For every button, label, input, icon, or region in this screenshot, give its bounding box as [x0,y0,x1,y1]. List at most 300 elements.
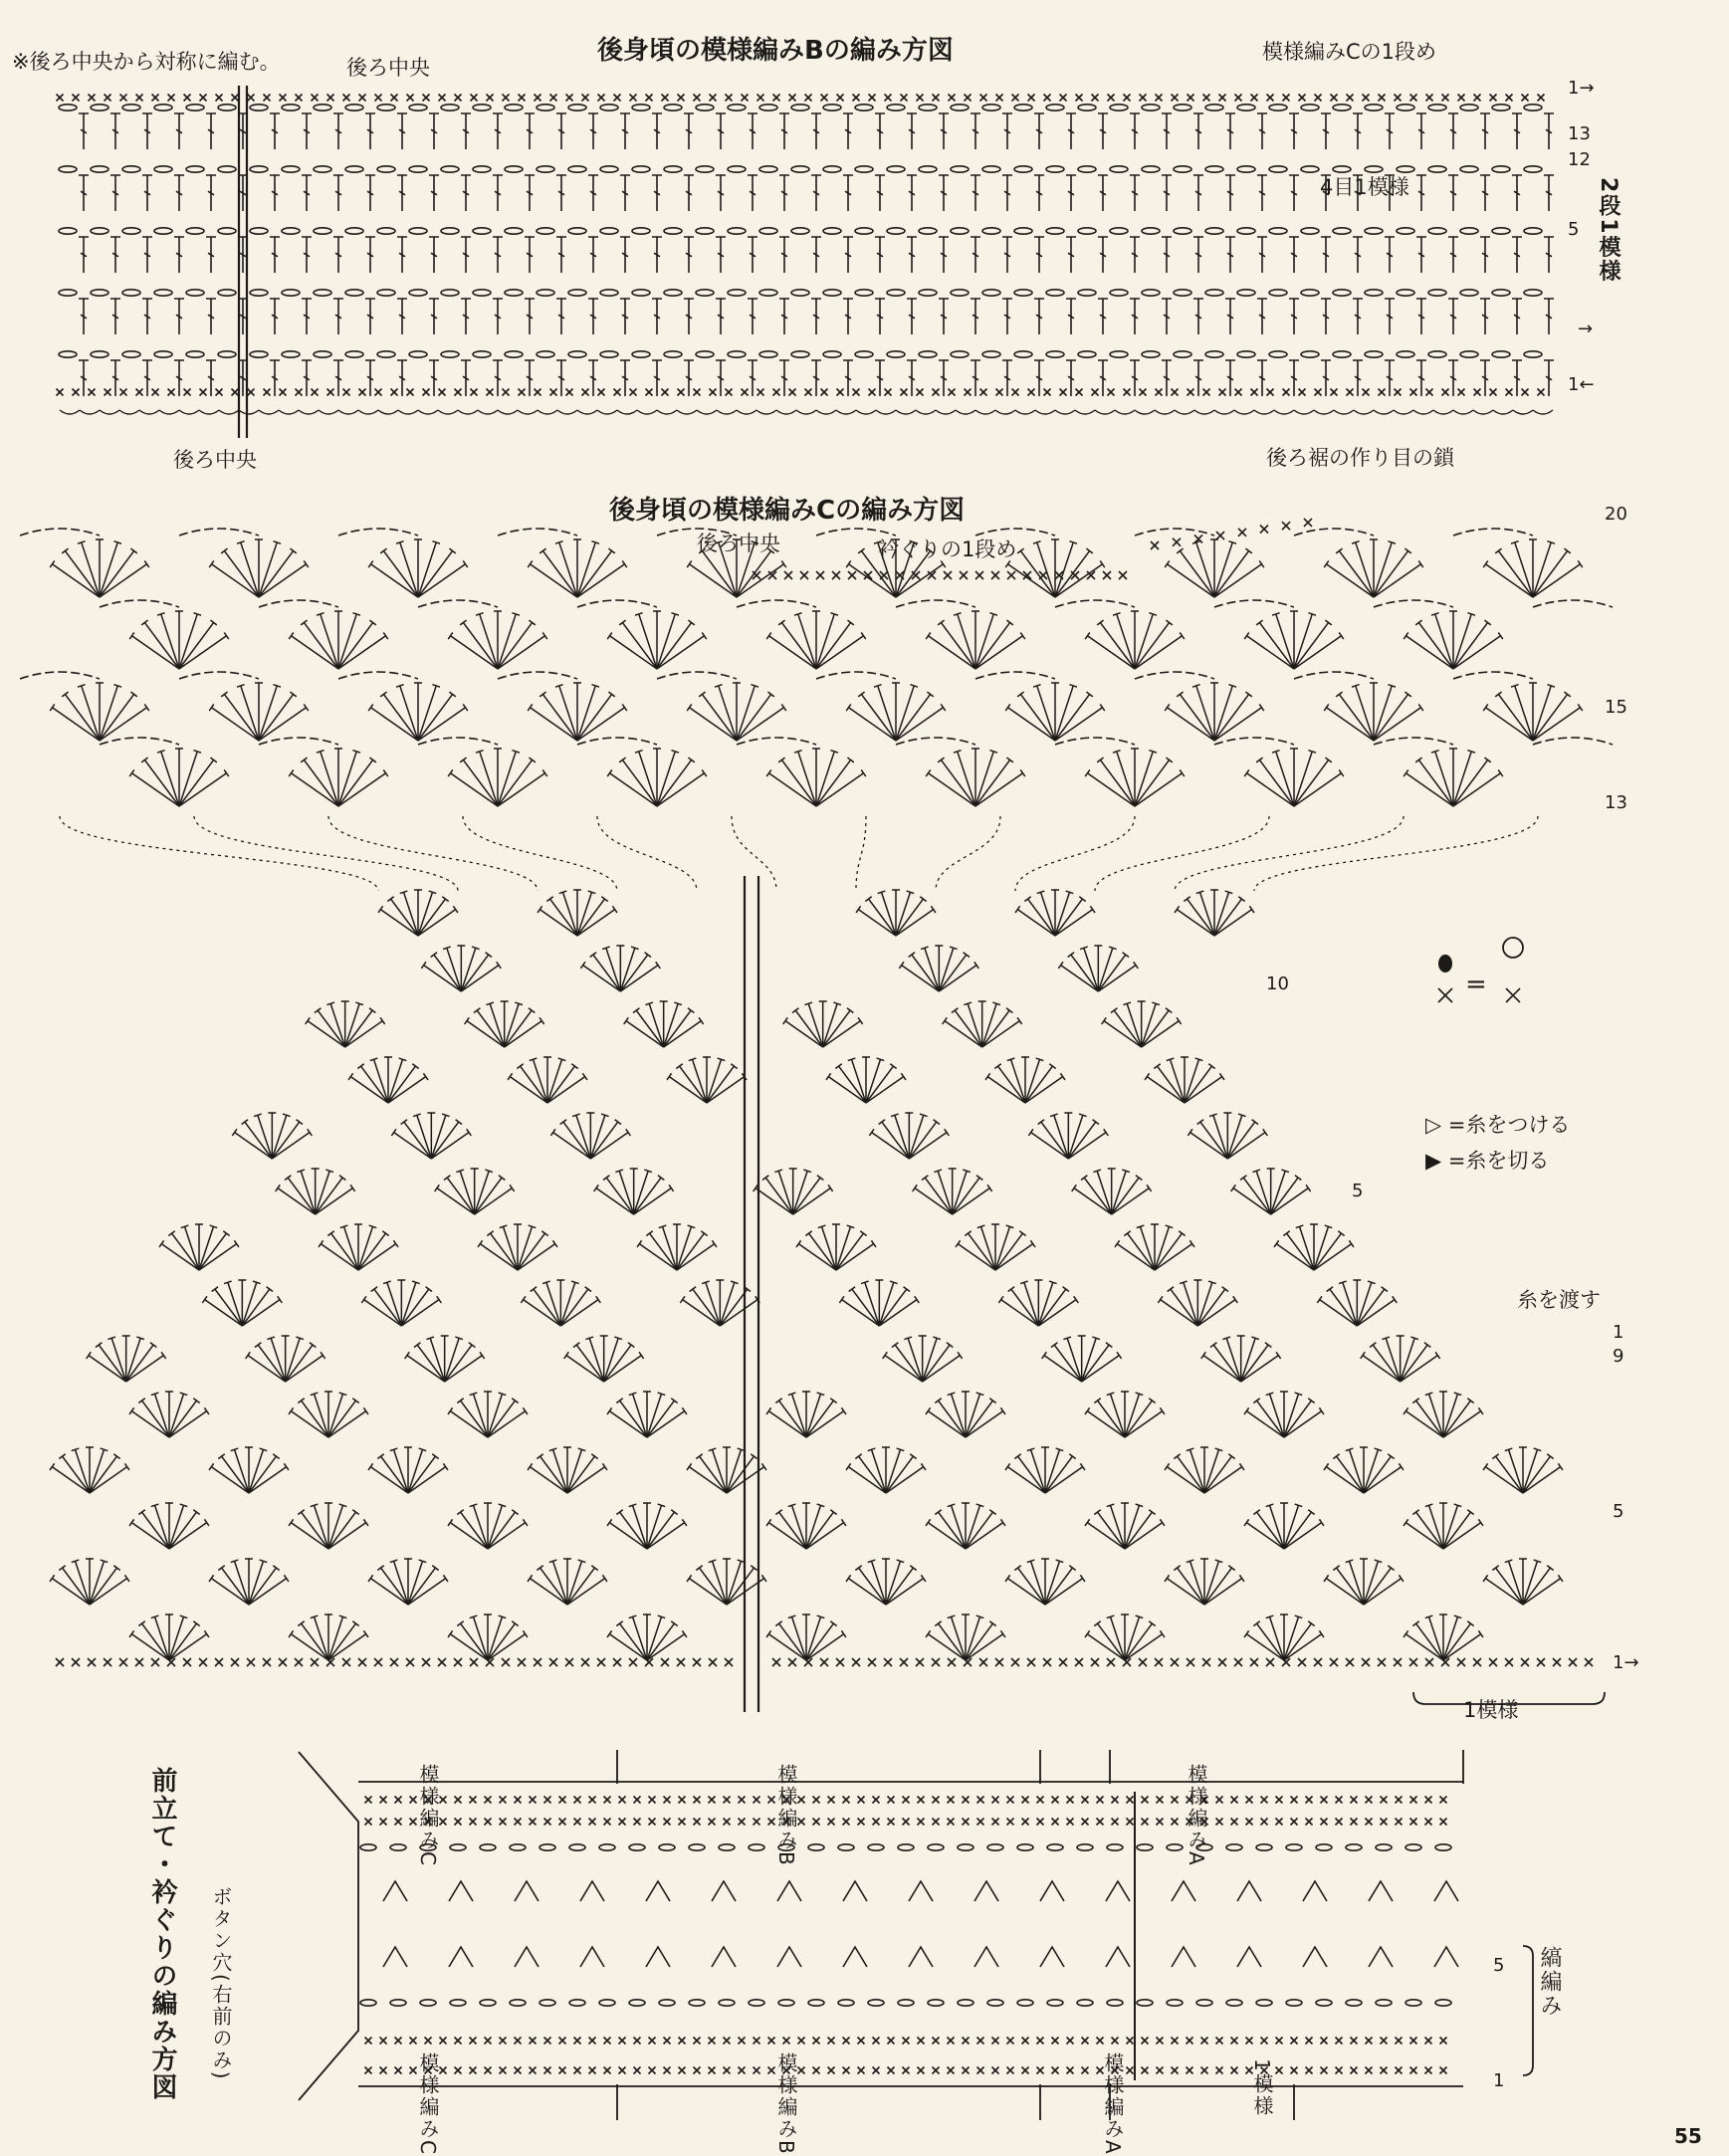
single-crochet-symbol [1187,2038,1193,2045]
fan-stitch-symbol [577,542,595,597]
single-crochet-symbol [1067,2067,1074,2074]
fan-stitch-top [209,1463,214,1470]
double-crochet-symbol [1512,299,1522,334]
fan-stitch-symbol [577,910,615,936]
chain-symbol [390,2000,406,2006]
fan-stitch-top [754,1185,758,1191]
fan-stitch-top [457,1510,463,1515]
fan-stitch-symbol [169,1505,183,1549]
fan-stitch-symbol [301,1171,315,1214]
chain-symbol [1460,351,1478,357]
single-crochet-symbol [582,95,589,102]
double-crochet-symbol [748,113,757,149]
fan-stitch-top [542,632,547,639]
fan-stitch-top [368,560,373,567]
fan-stitch-top [290,692,296,697]
chain-symbol [345,228,363,234]
fan-stitch-top [1160,1519,1165,1526]
fan-stitch-symbol [1190,1133,1228,1159]
fan-stitch-symbol [542,550,577,597]
fan-stitch-symbol [169,1623,196,1660]
fan-stitch-symbol [1515,542,1533,597]
double-crochet-symbol [1544,175,1554,211]
fan-stitch-symbol [418,694,453,741]
chain-symbol [1142,166,1160,172]
chain-symbol [473,228,491,234]
single-crochet-symbol [996,389,1003,396]
fan-stitch-symbol [52,708,100,741]
fan-stitch-top [1399,1463,1404,1470]
fan-stitch-symbol [1416,1512,1443,1549]
single-crochet-symbol [710,389,717,396]
foundation-chain-label: 後ろ裾の作り目の鎖 [1266,446,1454,470]
chain-symbol [59,166,77,172]
double-crochet-symbol [79,175,89,211]
fan-stitch-top [87,1352,92,1359]
fan-stitch-symbol [1068,1122,1095,1159]
fan-stitch-symbol [1257,1401,1284,1437]
fan-stitch-symbol [131,773,179,806]
fan-stitch-symbol [1523,1449,1537,1493]
fan-stitch-symbol [1204,1467,1242,1493]
fan-stitch-top [927,692,933,697]
single-crochet-symbol [1172,2038,1179,2045]
fan-stitch-top [690,1287,696,1292]
fan-stitch-symbol [793,1178,820,1214]
fan-stitch-symbol [953,1188,990,1214]
fan-stitch-symbol [374,1059,388,1103]
single-crochet-symbol [888,2067,895,2074]
fan-stitch-top [922,1176,928,1181]
fan-stitch-symbol [768,1634,806,1660]
single-crochet-symbol [1410,2038,1417,2045]
fan-stitch-symbol [1204,1456,1231,1493]
fan-stitch-symbol [604,1356,642,1382]
chain-symbol [186,351,204,357]
double-crochet-symbol [206,175,216,211]
fan-stitch-top [460,620,466,625]
fan-stitch-symbol [169,1523,207,1549]
chain-arch-symbol [657,672,737,679]
double-crochet-symbol [1034,237,1044,273]
fan-stitch-symbol [693,1289,720,1326]
double-crochet-symbol [110,113,120,149]
double-crochet-symbol [525,360,535,396]
single-crochet-symbol [800,571,808,579]
foundation-chain-loop [378,410,398,414]
single-crochet-symbol [949,95,956,102]
single-crochet-symbol [1201,2038,1208,2045]
single-crochet-symbol [566,95,573,102]
chart-c-symbols [20,519,1613,1712]
single-crochet-symbol [724,2067,731,2074]
foundation-chain-loop [1194,410,1214,414]
fan-stitch-top [159,1240,164,1247]
fan-stitch-symbol [1125,1512,1152,1549]
legend-equals: = [1465,970,1487,999]
chain-arch-symbol [975,529,1055,536]
chain-symbol [218,166,236,172]
fan-stitch-symbol [358,1233,385,1270]
fan-stitch-symbol [1007,564,1055,597]
fan-stitch-top [1005,1463,1010,1470]
fan-stitch-top [144,560,149,567]
v-stitch-symbol [1106,1947,1130,1967]
fan-stitch-symbol [886,1449,900,1493]
double-crochet-symbol [748,299,757,334]
fan-stitch-symbol [331,1233,358,1270]
fan-stitch-symbol [1509,1449,1523,1493]
single-crochet-symbol [1521,1658,1529,1666]
single-crochet-symbol [1127,2067,1134,2074]
single-crochet-symbol [455,1819,462,1826]
foundation-chain-loop [657,410,677,414]
double-crochet-symbol [174,360,184,396]
double-crochet-symbol [939,237,949,273]
fan-stitch-top [62,548,68,553]
fan-stitch-symbol [547,1066,574,1103]
chain-symbol [1333,290,1351,296]
fan-stitch-symbol [1533,694,1568,741]
single-crochet-symbol [200,95,207,102]
fan-stitch-top [1005,560,1010,567]
single-crochet-symbol [1299,95,1306,102]
fan-stitch-symbol [241,686,259,741]
fan-stitch-symbol [1294,622,1329,669]
foundation-chain-loop [219,410,239,414]
double-crochet-symbol [79,299,89,334]
double-crochet-symbol [1066,113,1076,149]
single-crochet-symbol [1409,1658,1417,1666]
fan-stitch-symbol [975,614,993,669]
fan-stitch-top [380,548,386,553]
double-crochet-symbol [461,299,471,334]
single-crochet-symbol [858,2067,865,2074]
chain-symbol [1333,105,1351,110]
fan-stitch-symbol [408,1579,446,1605]
fan-stitch-top [528,560,533,567]
fan-stitch-symbol [1074,1188,1112,1214]
fan-stitch-top [607,769,612,776]
fan-stitch-top [1578,704,1583,711]
fan-stitch-top [766,1519,771,1526]
chain-symbol [480,2000,496,2006]
fan-stitch-symbol [657,752,675,806]
fan-stitch-top [540,548,545,553]
double-crochet-symbol [270,175,280,211]
double-crochet-symbol [716,175,726,211]
single-crochet-symbol [1331,389,1338,396]
fan-stitch-top [273,1454,279,1459]
fan-stitch-symbol [634,1188,672,1214]
chain-arch-symbol [100,738,179,745]
fan-stitch-symbol [1017,910,1055,936]
fan-stitch-symbol [566,1356,604,1382]
foundation-chain-loop [418,410,438,414]
chain-symbol [537,351,554,357]
double-crochet-symbol [588,237,598,273]
fan-stitch-symbol [370,564,418,597]
fan-stitch-top [699,1017,704,1024]
single-crochet-symbol [709,2067,716,2074]
fan-stitch-symbol [1045,1456,1072,1493]
v-stitch-symbol [974,1881,998,1901]
fan-stitch-top [1253,1510,1259,1515]
single-crochet-symbol [634,1819,641,1826]
fan-stitch-top [1100,560,1105,567]
single-crochet-symbol [1097,1797,1104,1804]
double-crochet-symbol [1034,360,1044,396]
single-crochet-symbol [1173,539,1181,546]
fan-stitch-top [377,1454,383,1459]
fan-stitch-top [267,1287,273,1292]
fan-stitch-top [1090,906,1095,913]
back-center-label-top: 後ろ中央 [346,56,430,80]
fan-stitch-symbol [657,773,705,806]
fan-stitch-top [1085,769,1090,776]
single-crochet-symbol [1140,389,1147,396]
fan-stitch-symbol [1271,1171,1285,1214]
fan-stitch-top [442,897,448,902]
fan-stitch-symbol [882,892,896,936]
fan-stitch-symbol [248,1356,286,1382]
chain-arch-symbol [1055,738,1135,745]
chain-symbol [659,2000,675,2006]
fan-stitch-symbol [1453,752,1471,806]
double-crochet-symbol [493,360,503,396]
fan-stitch-symbol [65,694,100,741]
fan-stitch-symbol [474,1394,488,1437]
fan-stitch-symbol [806,1505,820,1549]
chain-symbol [1365,166,1383,172]
single-crochet-symbol [821,95,828,102]
fan-stitch-symbol [1523,1456,1550,1493]
fan-stitch-symbol [1401,1356,1438,1382]
fan-stitch-top [1117,1352,1122,1359]
fan-stitch-top [762,1176,768,1181]
fan-stitch-symbol [1007,1467,1045,1493]
fan-stitch-symbol [939,1623,966,1660]
fan-stitch-symbol [271,1338,285,1382]
fan-stitch-top [1093,1120,1099,1125]
fan-stitch-symbol [567,1579,605,1605]
fan-stitch-top [607,1407,612,1414]
fan-stitch-symbol [923,1356,961,1382]
single-crochet-symbol [168,389,175,396]
single-crochet-symbol [1124,389,1131,396]
fan-stitch-top [255,1343,261,1348]
single-crochet-symbol [933,1819,940,1826]
fan-stitch-symbol [530,708,577,741]
chain-symbol [345,166,363,172]
chart-b-title: 後身頃の模様編みBの編み方図 [597,36,954,66]
single-crochet-symbol [1315,95,1322,102]
fan-stitch-top [1000,1407,1005,1414]
single-crochet-symbol [1172,95,1179,102]
fan-stitch-top [363,1630,368,1637]
fan-stitch-symbol [836,1226,850,1270]
fan-stitch-symbol [785,1021,823,1047]
fan-stitch-symbol [859,1568,886,1605]
fan-stitch-top [1168,1287,1174,1292]
chain-symbol [91,290,108,296]
fan-stitch-top [212,1287,218,1292]
fan-stitch-symbol [518,1226,532,1270]
fan-stitch-symbol [966,1523,1003,1549]
fan-stitch-top [432,1454,438,1459]
double-crochet-symbol [1321,360,1331,396]
fan-stitch-symbol [915,1188,953,1214]
double-crochet-symbol [1193,299,1203,334]
single-crochet-symbol [977,1797,984,1804]
double-crochet-symbol [620,113,630,149]
fan-stitch-symbol [706,1282,720,1326]
fan-stitch-top [921,1463,926,1470]
chain-symbol [887,166,905,172]
fan-stitch-symbol [1533,708,1581,741]
double-crochet-symbol [1385,360,1395,396]
single-crochet-symbol [1108,389,1115,396]
chain-symbol [632,166,650,172]
foundation-chain-loop [1095,410,1115,414]
single-crochet-symbol [296,95,303,102]
fan-stitch-top [935,1399,941,1403]
fan-stitch-symbol [1233,1188,1271,1214]
single-crochet-symbol [739,2067,746,2074]
chain-symbol [1078,105,1096,110]
single-crochet-symbol [619,2038,626,2045]
fan-stitch-symbol [1188,899,1214,936]
chain-arch-symbol [1533,738,1613,745]
fan-stitch-symbol [1100,622,1135,669]
fan-stitch-top [538,906,542,913]
fan-stitch-top [1000,1519,1005,1526]
double-crochet-symbol [1130,113,1140,149]
v-stitch-symbol [383,1947,407,1967]
fan-stitch-symbol [235,1133,273,1159]
single-crochet-symbol [574,2038,581,2045]
fan-stitch-symbol [1485,1579,1523,1605]
single-crochet-symbol [574,1819,581,1826]
v-stitch-symbol [974,1947,998,1967]
single-crochet-symbol [73,95,80,102]
double-crochet-symbol [1002,175,1012,211]
single-crochet-symbol [231,1658,239,1666]
single-crochet-symbol [932,1658,940,1666]
fan-stitch-top [761,1463,766,1470]
fan-stitch-symbol [1204,1449,1218,1493]
double-crochet-symbol [811,299,821,334]
fan-stitch-symbol [1405,773,1453,806]
fan-stitch-symbol [1523,1568,1550,1605]
fan-stitch-symbol [550,899,577,936]
foundation-chain-loop [697,410,717,414]
single-crochet-symbol [120,389,127,396]
chain-symbol [759,228,777,234]
foundation-chain-loop [1394,410,1413,414]
single-crochet-symbol [184,389,191,396]
chain-symbol [1237,290,1255,296]
chain-symbol [1365,105,1383,110]
fan-stitch-symbol [338,759,373,806]
fan-stitch-symbol [1374,550,1408,597]
double-crochet-symbol [1130,175,1140,211]
fan-stitch-symbol [1180,694,1214,741]
fan-stitch-top [463,560,468,567]
single-crochet-symbol [646,389,653,396]
fan-stitch-symbol [1147,1077,1185,1103]
fan-stitch-top [1188,1129,1192,1136]
chain-symbol [958,1844,973,1850]
chain-arch-symbol [418,600,498,607]
chain-symbol [728,290,746,296]
fan-stitch-symbol [1326,564,1374,597]
fan-stitch-top [1149,1510,1155,1515]
double-crochet-symbol [811,237,821,273]
single-crochet-symbol [873,1819,880,1826]
guide-dotted-line [1015,816,1135,891]
fan-stitch-symbol [1067,1338,1081,1382]
fan-stitch-symbol [418,686,436,741]
fan-stitch-symbol [90,1561,104,1605]
single-crochet-symbol [739,1819,746,1826]
chain-symbol [868,2000,884,2006]
double-crochet-symbol [1353,113,1363,149]
fan-stitch-symbol [1038,1289,1065,1326]
foundation-chain-loop [896,410,916,414]
chain-arch-symbol [975,672,1055,679]
single-crochet-symbol [678,389,685,396]
chain-symbol [1017,2000,1033,2006]
double-crochet-symbol [1098,175,1108,211]
foundation-chain-loop [100,410,119,414]
chain-symbol [540,1844,555,1850]
fan-stitch-symbol [583,966,621,991]
fan-stitch-symbol [328,1512,355,1549]
button-hole-label: ボタン穴(右前のみ) [209,1886,233,2081]
fan-stitch-symbol [1418,759,1453,806]
chain-symbol [473,351,491,357]
fan-stitch-top [1024,897,1030,902]
fan-stitch-top [1069,1454,1075,1459]
fan-stitch-top [1308,1621,1314,1626]
chain-symbol [377,166,395,172]
single-crochet-symbol [1216,2038,1223,2045]
fan-stitch-symbol [1127,1003,1141,1047]
fan-stitch-symbol [534,1059,547,1103]
fan-stitch-top [273,1566,279,1571]
fan-stitch-symbol [858,910,896,936]
single-crochet-symbol [1537,1658,1545,1666]
fan-stitch-top [926,1519,931,1526]
double-crochet-symbol [206,237,216,273]
chain-symbol [1524,166,1542,172]
guide-dotted-line [194,816,458,891]
chain-arch-symbol [338,672,418,679]
single-crochet-symbol [1097,2038,1104,2045]
guide-dotted-line [597,816,697,891]
chain-symbol [1174,290,1191,296]
chain-symbol [1333,351,1351,357]
fan-stitch-symbol [381,1568,408,1605]
double-crochet-symbol [1066,299,1076,334]
fan-stitch-symbol [1386,1338,1400,1382]
chain-symbol [1428,166,1446,172]
chain-symbol [1205,166,1223,172]
single-crochet-symbol [1235,95,1242,102]
single-crochet-symbol [1007,571,1015,579]
fan-stitch-top [817,1176,823,1181]
